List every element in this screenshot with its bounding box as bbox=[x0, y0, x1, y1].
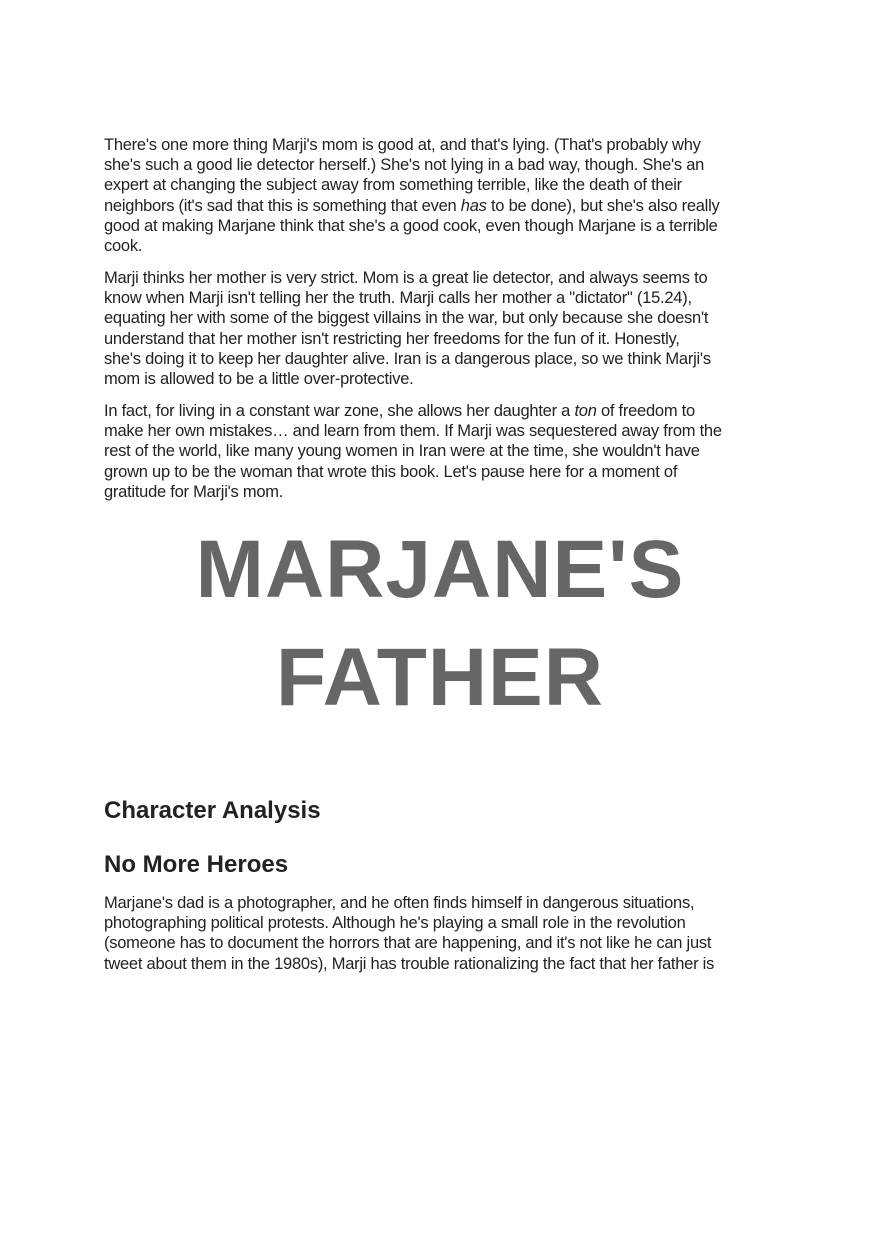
text-segment: photographing political protests. Although he's playing a small role in the revolution bbox=[104, 914, 686, 933]
text-segment: equating her with some of the biggest villains in the war, but only because she doesn't bbox=[104, 309, 709, 328]
text-segment: she's doing it to keep her daughter alive. Iran is a dangerous place, so we think Marji's bbox=[104, 349, 711, 368]
text-line bbox=[104, 893, 804, 913]
text-line bbox=[104, 268, 804, 288]
text-line bbox=[104, 482, 804, 502]
text-line bbox=[104, 308, 804, 328]
text-segment: to be done), but she's also really bbox=[486, 196, 720, 215]
text-segment: Marji thinks her mother is very strict. Mom is a great lie detector, and always seems to bbox=[104, 269, 708, 287]
paragraph-father-photographer bbox=[104, 893, 804, 974]
text-line bbox=[104, 441, 804, 461]
text-line bbox=[104, 913, 804, 933]
heading-no-more-heroes: No More Heroes bbox=[104, 851, 289, 878]
text-line bbox=[104, 196, 804, 216]
text-segment: mom is allowed to be a little over-protective. bbox=[104, 369, 414, 388]
text-segment: know when Marji isn't telling her the truth. Marji calls her mother a "dictator" (15.24), bbox=[104, 289, 692, 308]
italic-text: ton bbox=[574, 402, 597, 420]
text-line bbox=[104, 462, 804, 482]
text-segment: Marjane's dad is a photographer, and he often finds himself in dangerous situations, bbox=[104, 894, 695, 912]
text-segment: grown up to be the woman that wrote this book. Let's pause here for a moment of bbox=[104, 462, 678, 481]
text-segment: understand that her mother isn't restricting her freedoms for the fun of it. Honestly, bbox=[104, 329, 680, 348]
text-segment: (someone has to document the horrors that are happening, and it's not like he can just bbox=[104, 934, 712, 953]
section-title-line2: FATHER bbox=[276, 632, 604, 723]
text-segment: of freedom to bbox=[596, 402, 695, 420]
text-line bbox=[104, 401, 804, 421]
text-line bbox=[104, 421, 804, 441]
text-line bbox=[104, 175, 804, 195]
text-segment: neighbors (it's sad that this is something that even bbox=[104, 196, 461, 215]
text-line bbox=[104, 329, 804, 349]
heading-character-analysis: Character Analysis bbox=[104, 797, 321, 824]
text-segment: tweet about them in the 1980s), Marji has trouble rationalizing the fact that her father is bbox=[104, 954, 715, 973]
text-line bbox=[104, 288, 804, 308]
text-segment: make her own mistakes… and learn from them. If Marji was sequestered away from the bbox=[104, 422, 722, 441]
text-segment: There's one more thing Marji's mom is good at, and that's lying. (That's probably why bbox=[104, 136, 701, 154]
text-line bbox=[104, 236, 804, 256]
text-segment: good at making Marjane think that she's a good cook, even though Marjane is a terrible bbox=[104, 216, 718, 235]
paragraph-mom-freedom bbox=[104, 401, 804, 502]
text-segment: rest of the world, like many young women in Iran were at the time, she wouldn't have bbox=[104, 442, 700, 461]
paragraph-mom-lying bbox=[104, 135, 804, 256]
text-line bbox=[104, 369, 804, 389]
italic-text: has bbox=[460, 196, 487, 215]
text-line bbox=[104, 135, 804, 155]
text-line bbox=[104, 216, 804, 236]
text-segment: cook. bbox=[104, 236, 143, 255]
text-line bbox=[104, 349, 804, 369]
text-segment: In fact, for living in a constant war zone, she allows her daughter a bbox=[104, 402, 575, 420]
text-segment: she's such a good lie detector herself.) She's not lying in a bad way, though. She's an bbox=[104, 156, 705, 175]
text-segment: gratitude for Marji's mom. bbox=[104, 482, 284, 501]
text-line bbox=[104, 155, 804, 175]
section-title-line1: MARJANE'S bbox=[195, 524, 685, 615]
text-segment: expert at changing the subject away from something terrible, like the death of their bbox=[104, 176, 682, 195]
text-line bbox=[104, 933, 804, 953]
text-line bbox=[104, 954, 804, 974]
paragraph-mom-strict bbox=[104, 268, 804, 389]
